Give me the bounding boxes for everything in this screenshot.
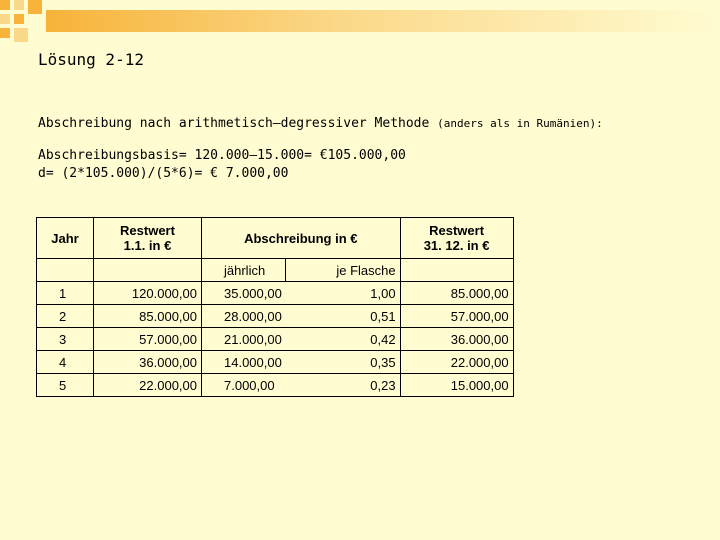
cell-je-flasche: 1,00	[286, 282, 400, 305]
cell-restwert-end: 22.000,00	[400, 351, 513, 374]
section-heading	[38, 116, 603, 131]
table-header-row	[37, 218, 514, 259]
cell-restwert-end: 15.000,00	[400, 374, 513, 397]
cell-je-flasche: 0,35	[286, 351, 400, 374]
subheader-empty-2	[94, 259, 202, 282]
heading-main: Abschreibung nach arithmetisch–degressiver Methode	[38, 116, 430, 131]
cell-restwert-start: 36.000,00	[94, 351, 202, 374]
cell-restwert-start: 120.000,00	[94, 282, 202, 305]
cell-restwert-end: 85.000,00	[400, 282, 513, 305]
table-row	[37, 374, 514, 397]
cell-jahr: 5	[37, 374, 94, 397]
cell-restwert-end: 57.000,00	[400, 305, 513, 328]
header-restwert-end: Restwert 31. 12. in €	[400, 218, 513, 259]
header-restwert-start: Restwert 1.1. in €	[94, 218, 202, 259]
cell-je-flasche: 0,42	[286, 328, 400, 351]
subheader-empty-1	[37, 259, 94, 282]
cell-restwert-start: 85.000,00	[94, 305, 202, 328]
cell-jahr: 3	[37, 328, 94, 351]
table-row	[37, 282, 514, 305]
formula-d: d= (2*105.000)/(5*6)= € 7.000,00	[38, 166, 289, 181]
cell-restwert-end: 36.000,00	[400, 328, 513, 351]
subheader-empty-3	[400, 259, 513, 282]
cell-je-flasche: 0,51	[286, 305, 400, 328]
header-jahr: Jahr	[37, 218, 94, 259]
subheader-je-flasche: je Flasche	[286, 259, 400, 282]
table-row	[37, 328, 514, 351]
cell-je-flasche: 0,23	[286, 374, 400, 397]
cell-jaehrlich: 14.000,00	[202, 351, 286, 374]
depreciation-table	[36, 217, 514, 397]
table-subheader-row	[37, 259, 514, 282]
header-gradient-bar	[46, 10, 720, 32]
table-row	[37, 305, 514, 328]
cell-jahr: 4	[37, 351, 94, 374]
heading-note: (anders als in Rumänien):	[437, 117, 603, 130]
header-abschreibung: Abschreibung in €	[202, 218, 401, 259]
subheader-jaehrlich: jährlich	[202, 259, 286, 282]
table-row	[37, 351, 514, 374]
formula-basis: Abschreibungsbasis= 120.000–15.000= €105.000,00	[38, 148, 406, 163]
cell-jaehrlich: 7.000,00	[202, 374, 286, 397]
cell-restwert-start: 57.000,00	[94, 328, 202, 351]
cell-jaehrlich: 35.000,00	[202, 282, 286, 305]
cell-jaehrlich: 28.000,00	[202, 305, 286, 328]
cell-jahr: 2	[37, 305, 94, 328]
page-title: Lösung 2-12	[38, 50, 144, 69]
cell-restwert-start: 22.000,00	[94, 374, 202, 397]
cell-jahr: 1	[37, 282, 94, 305]
cell-jaehrlich: 21.000,00	[202, 328, 286, 351]
